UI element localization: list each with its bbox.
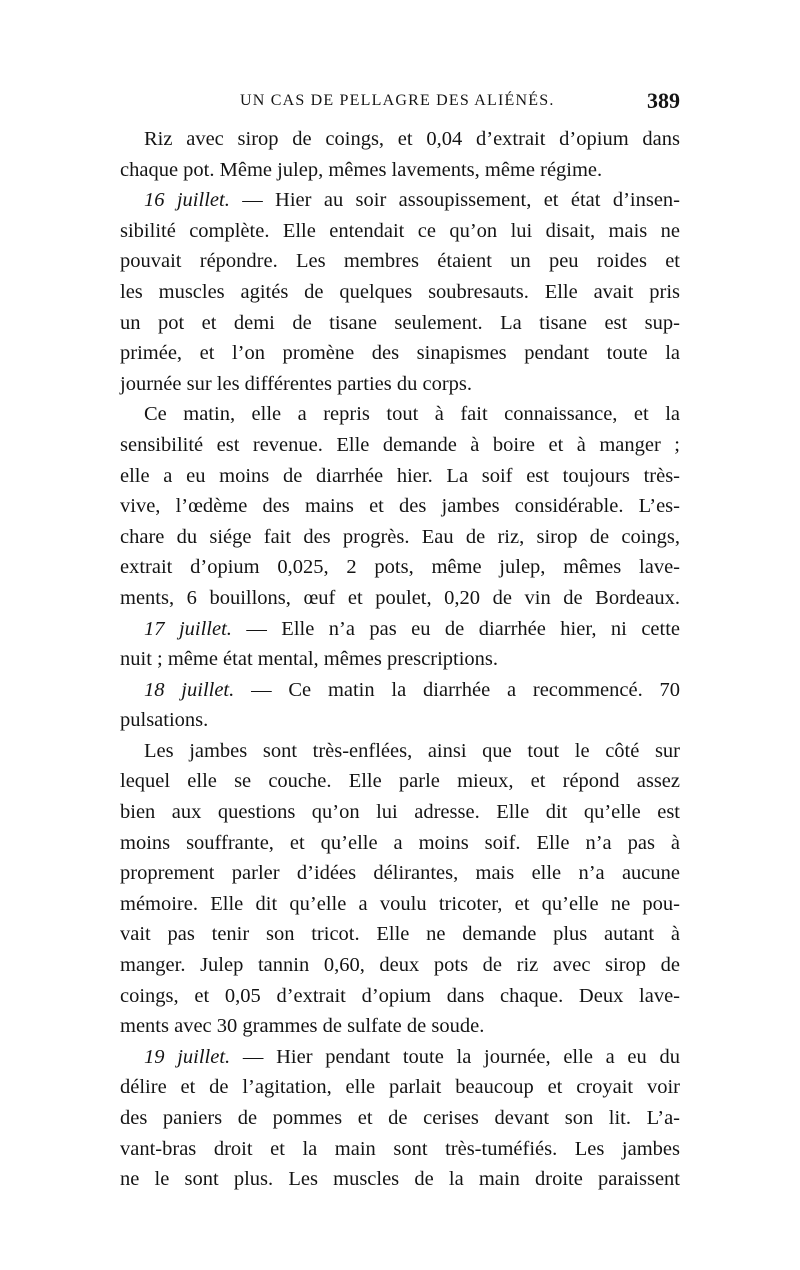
text-line — [120, 1134, 680, 1165]
line-text: — Elle n’a pas eu de diarrhée hier, ni cette — [231, 617, 681, 640]
text-line — [120, 1011, 680, 1042]
line-text: coings, et 0,05 d’extrait d’opium dans chaque. Deux lave- — [120, 984, 680, 1007]
text-line — [120, 583, 680, 614]
text-line — [120, 216, 680, 247]
line-text: des paniers de pommes et de cerises devant son lit. L’a- — [120, 1107, 680, 1129]
text-line — [120, 308, 680, 339]
line-text: ments, 6 bouillons, œuf et poulet, 0,20 de vin de Bordeaux. — [120, 586, 680, 609]
text-line — [120, 461, 680, 492]
line-text: chare du siége fait des progrès. Eau de riz, sirop de coings, — [120, 525, 680, 548]
text-line — [120, 1103, 680, 1134]
line-text: Ce matin, elle a repris tout à fait connaissance, et la — [144, 403, 680, 426]
entry-date: 16 juillet. — [144, 189, 230, 212]
line-text: proprement parler d’idées délirantes, mais elle n’a aucune — [120, 862, 680, 885]
line-text: ne le sont plus. Les muscles de la main droite paraissent — [120, 1168, 680, 1191]
text-line — [120, 705, 680, 736]
line-text: délire et de l’agitation, elle parlait beaucoup et croyait voir — [120, 1076, 680, 1099]
entry-date: 19 juillet. — [144, 1045, 231, 1068]
page-number: 389 — [647, 88, 680, 113]
entry-date: 17 juillet. — [144, 617, 232, 640]
body-text — [120, 124, 680, 1195]
text-line — [120, 766, 680, 797]
line-text: vant-bras droit et la main sont très-tuméfiés. Les jambes — [120, 1137, 680, 1160]
line-text: pouvait répondre. Les membres étaient un peu roides et — [120, 250, 680, 273]
running-head-title: UN CAS DE PELLAGRE DES ALIÉNÉS. — [240, 92, 555, 109]
text-line — [120, 246, 680, 277]
text-line — [120, 1042, 680, 1073]
text-line — [120, 491, 680, 522]
text-line — [120, 430, 680, 461]
text-line — [120, 919, 680, 950]
entry-date: 18 juillet. — [144, 678, 235, 701]
text-line — [120, 950, 680, 981]
line-text: — Ce matin la diarrhée a recommencé. 70 — [234, 678, 681, 701]
text-line — [120, 277, 680, 308]
line-text: Riz avec sirop de coings, et 0,04 d’extrait d’opium dans — [144, 128, 680, 150]
text-line — [120, 797, 680, 828]
text-line — [120, 1072, 680, 1103]
line-text: un pot et demi de tisane seulement. La tisane est sup- — [120, 311, 680, 334]
line-text: journée sur les différentes parties du corps. — [120, 372, 472, 395]
line-text: vait pas tenir son tricot. Elle ne demande plus autant à — [120, 923, 680, 946]
line-text: extrait d’opium 0,025, 2 pots, même julep, mêmes lave- — [120, 556, 680, 579]
text-line — [120, 828, 680, 859]
line-text: lequel elle se couche. Elle parle mieux, et répond assez — [120, 770, 680, 793]
text-line — [120, 399, 680, 430]
text-line — [120, 858, 680, 889]
text-line — [120, 644, 680, 675]
line-text: manger. Julep tannin 0,60, deux pots de riz avec sirop de — [120, 954, 680, 977]
text-line — [120, 736, 680, 767]
line-text: — Hier au soir assoupissement, et état d’insen- — [229, 189, 680, 212]
text-line — [120, 522, 680, 553]
line-text: chaque pot. Même julep, mêmes lavements, même régime. — [120, 158, 603, 181]
text-line — [120, 185, 680, 216]
line-text: sensibilité est revenue. Elle demande à boire et à manger ; — [120, 433, 680, 456]
text-line — [120, 338, 680, 369]
line-text: ments avec 30 grammes de sulfate de soude. — [120, 1015, 485, 1038]
text-line — [120, 675, 680, 706]
book-page — [120, 88, 680, 1195]
line-text: — Hier pendant toute la journée, elle a eu du — [230, 1045, 680, 1068]
running-head — [120, 88, 680, 124]
text-line — [120, 155, 680, 186]
line-text: les muscles agités de quelques soubresauts. Elle avait pris — [120, 280, 680, 303]
line-text: elle a eu moins de diarrhée hier. La soif est toujours très- — [120, 464, 680, 487]
line-text: Les jambes sont très-enflées, ainsi que tout le côté sur — [144, 739, 680, 762]
text-line — [120, 552, 680, 583]
line-text: sibilité complète. Elle entendait ce qu’on lui disait, mais ne — [120, 219, 680, 242]
text-line — [120, 1164, 680, 1195]
text-line — [120, 124, 680, 155]
text-line — [120, 614, 680, 645]
text-line — [120, 981, 680, 1012]
line-text: vive, l’œdème des mains et des jambes considérable. L’es- — [120, 495, 680, 518]
line-text: primée, et l’on promène des sinapismes pendant toute la — [120, 342, 680, 365]
text-line — [120, 369, 680, 400]
text-line — [120, 889, 680, 920]
line-text: pulsations. — [120, 709, 209, 732]
line-text: mémoire. Elle dit qu’elle a voulu tricoter, et qu’elle ne pou- — [120, 892, 680, 915]
line-text: moins souffrante, et qu’elle a moins soif. Elle n’a pas à — [120, 831, 680, 854]
line-text: bien aux questions qu’on lui adresse. Elle dit qu’elle est — [120, 801, 680, 824]
line-text: nuit ; même état mental, mêmes prescriptions. — [120, 648, 499, 671]
